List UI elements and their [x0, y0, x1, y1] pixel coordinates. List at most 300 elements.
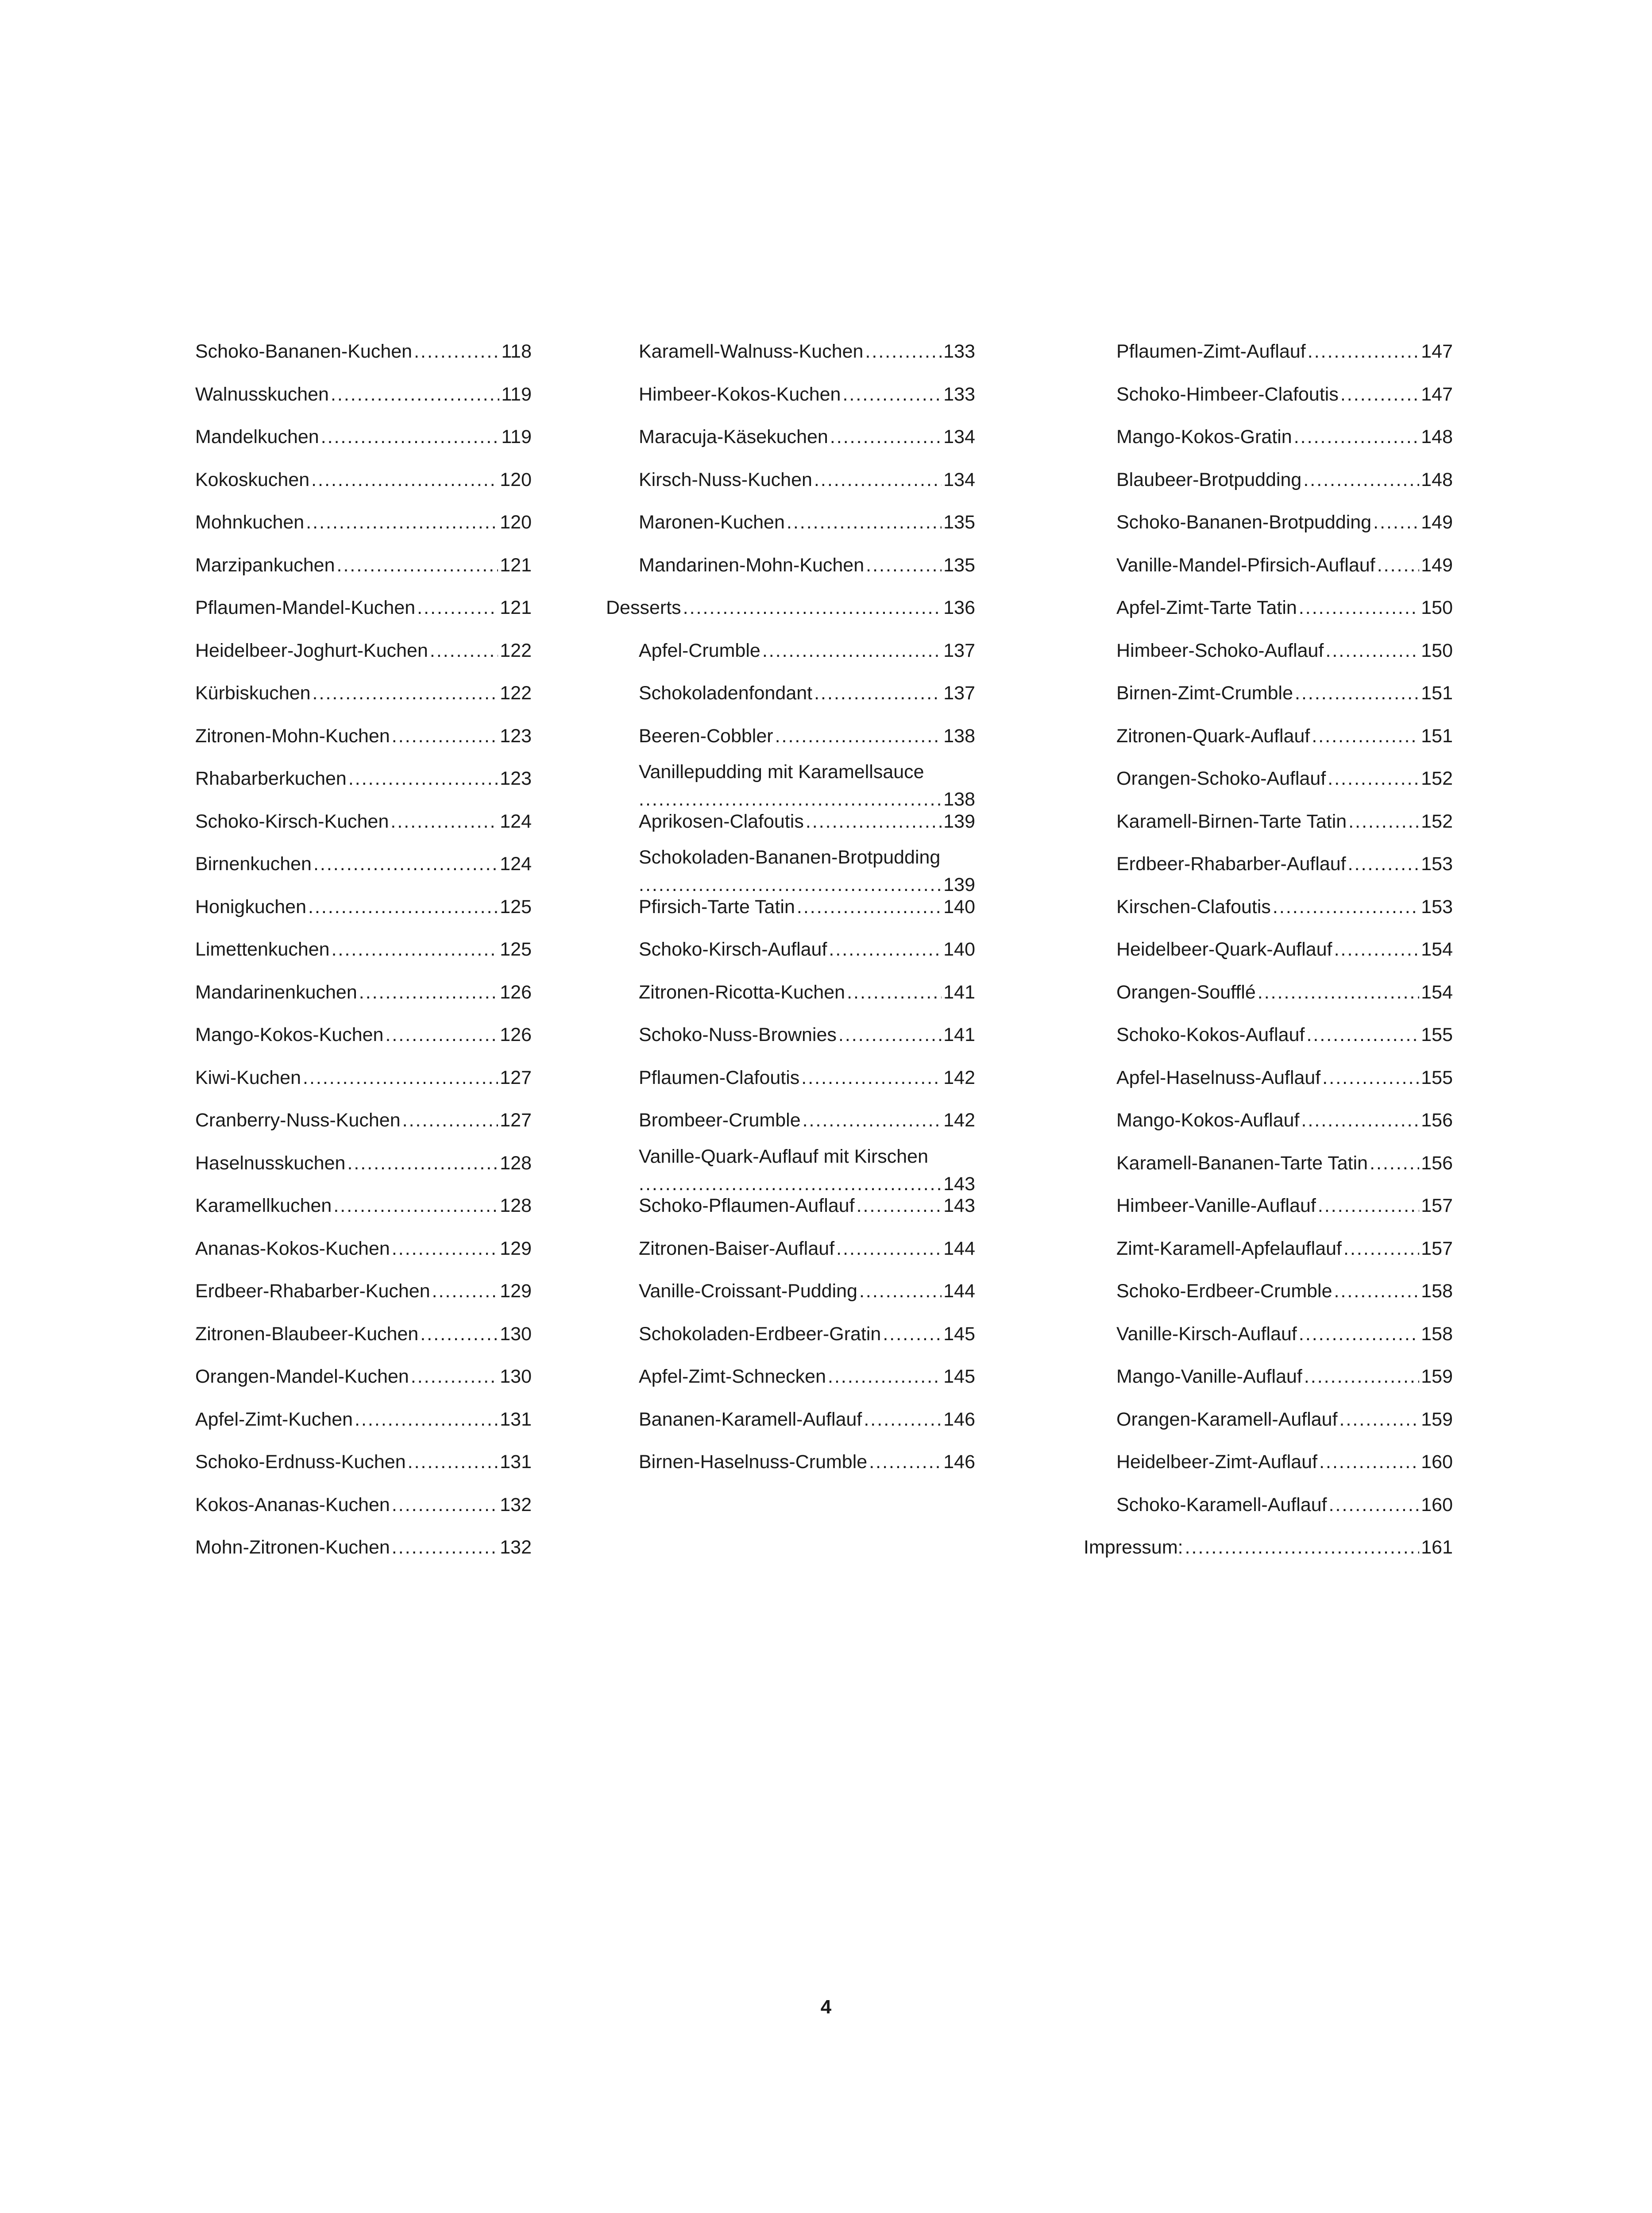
toc-entry[interactable] — [1116, 1100, 1453, 1143]
toc-entry[interactable] — [639, 545, 975, 588]
toc-dot-leader — [1370, 1149, 1419, 1177]
toc-entry-page-number: 149 — [1421, 554, 1453, 576]
toc-dot-leader — [347, 1149, 498, 1177]
toc-entry[interactable] — [195, 929, 532, 972]
toc-entry[interactable] — [1116, 1185, 1453, 1228]
toc-dot-leader — [828, 1362, 942, 1391]
toc-entry[interactable] — [639, 1314, 975, 1357]
toc-dot-leader — [814, 679, 942, 707]
toc-entry-title: Marzipankuchen — [195, 554, 335, 576]
toc-entry-page-number: 159 — [1421, 1408, 1453, 1430]
toc-entry-page-number: 155 — [1421, 1024, 1453, 1045]
toc-entry-page-number: 124 — [500, 810, 532, 832]
toc-entry-page-number: 156 — [1421, 1152, 1453, 1174]
toc-entry-page-number: 150 — [1421, 640, 1453, 661]
toc-entry[interactable] — [639, 758, 975, 810]
toc-entry[interactable] — [1116, 374, 1453, 417]
toc-dot-leader — [332, 935, 498, 964]
toc-dot-leader — [1328, 764, 1419, 793]
toc-dot-leader — [392, 1234, 498, 1263]
toc-entry[interactable] — [639, 716, 975, 759]
toc-dot-leader — [806, 807, 942, 836]
toc-entry[interactable] — [195, 1143, 532, 1186]
toc-entry-page-number: 142 — [943, 1067, 975, 1088]
toc-entry-title: Schoko-Bananen-Kuchen — [195, 341, 413, 362]
toc-entry[interactable] — [639, 416, 975, 459]
toc-entry-title: Walnusskuchen — [195, 383, 329, 405]
toc-entry-title: Kirschen-Clafoutis — [1116, 896, 1271, 918]
toc-entry-page-number: 134 — [943, 426, 975, 447]
toc-entry-page-number: 146 — [943, 1408, 975, 1430]
toc-entry-page-number: 140 — [943, 939, 975, 960]
toc-dot-leader — [392, 722, 498, 750]
toc-dot-leader — [1301, 1106, 1420, 1134]
toc-entry-page-number: 139 — [943, 874, 975, 895]
toc-entry[interactable] — [195, 630, 532, 673]
toc-entry[interactable] — [639, 1014, 975, 1057]
toc-entry-page-number: 160 — [1421, 1494, 1453, 1515]
toc-column-2 — [606, 331, 975, 1484]
toc-entry-page-number: 137 — [943, 640, 975, 661]
toc-entry-title: Schoko-Pflaumen-Auflauf — [639, 1195, 855, 1216]
page-number: 4 — [820, 1996, 832, 2018]
toc-entry-title: Kiwi-Kuchen — [195, 1067, 301, 1088]
toc-entry-page-number: 147 — [1421, 341, 1453, 362]
toc-entry-page-number: 119 — [501, 426, 532, 447]
toc-entry-page-number: 121 — [500, 597, 532, 618]
toc-entry-title: Kokos-Ananas-Kuchen — [195, 1494, 390, 1515]
toc-entry-title: Schokoladen-Erdbeer-Gratin — [639, 1323, 881, 1345]
toc-entry-title: Honigkuchen — [195, 896, 307, 918]
toc-dot-leader — [1340, 380, 1419, 409]
toc-entry[interactable] — [195, 1014, 532, 1057]
toc-entry-page-number: 156 — [1421, 1110, 1453, 1131]
toc-dot-leader — [313, 679, 498, 707]
toc-entry-page-number: 143 — [943, 1173, 975, 1195]
toc-entry-page-number: 128 — [500, 1195, 532, 1216]
toc-entry-page-number: 154 — [1421, 981, 1453, 1003]
toc-entry[interactable] — [639, 1356, 975, 1399]
toc-dot-leader — [1304, 1362, 1419, 1391]
toc-dot-leader — [306, 508, 498, 536]
toc-entry-page-number: 131 — [500, 1408, 532, 1430]
toc-dot-leader — [414, 337, 499, 366]
toc-dot-leader — [803, 1106, 942, 1134]
toc-dot-leader — [842, 380, 942, 409]
toc-entry-title: Schoko-Himbeer-Clafoutis — [1116, 383, 1339, 405]
toc-entry-page-number: 124 — [500, 853, 532, 875]
toc-entry[interactable] — [1116, 502, 1453, 545]
toc-entry-title: Apfel-Zimt-Tarte Tatin — [1116, 597, 1297, 618]
toc-dot-leader — [830, 423, 942, 451]
toc-entry-title: Pflaumen-Clafoutis — [639, 1067, 800, 1088]
toc-entry-title: Beeren-Cobbler — [639, 725, 773, 747]
toc-entry-page-number: 120 — [500, 512, 532, 533]
toc-entry-title: Vanille-Kirsch-Auflauf — [1116, 1323, 1297, 1345]
toc-entry[interactable] — [195, 1527, 532, 1570]
toc-entry-page-number: 122 — [500, 640, 532, 661]
toc-entry-title: Mango-Kokos-Gratin — [1116, 426, 1292, 447]
toc-entry-page-number: 158 — [1421, 1280, 1453, 1302]
toc-entry-page-number: 125 — [500, 939, 532, 960]
toc-entry[interactable] — [639, 1228, 975, 1271]
toc-dot-leader — [1303, 466, 1419, 494]
toc-entry[interactable] — [639, 1185, 975, 1228]
toc-column-1 — [195, 331, 532, 1570]
toc-dot-leader — [1312, 722, 1419, 750]
toc-entry-title: Orangen-Soufflé — [1116, 981, 1256, 1003]
toc-entry-page-number: 130 — [500, 1323, 532, 1345]
toc-entry-page-number: 138 — [943, 725, 975, 747]
toc-entry[interactable] — [195, 1057, 532, 1100]
toc-entry[interactable] — [1116, 716, 1453, 759]
toc-dot-leader — [836, 1234, 942, 1263]
toc-entry-page-number: 132 — [500, 1494, 532, 1515]
toc-entry[interactable] — [195, 1484, 532, 1527]
toc-entry[interactable] — [1116, 972, 1453, 1015]
toc-entry[interactable] — [195, 459, 532, 502]
toc-entry[interactable] — [195, 545, 532, 588]
toc-entry[interactable] — [195, 1399, 532, 1442]
toc-entry[interactable] — [639, 929, 975, 972]
toc-entry[interactable] — [195, 1228, 532, 1271]
toc-dot-leader — [1329, 1491, 1420, 1519]
toc-entry-title: Zitronen-Ricotta-Kuchen — [639, 981, 845, 1003]
toc-entry-page-number: 152 — [1421, 810, 1453, 832]
toc-entry-page-number: 152 — [1421, 768, 1453, 789]
toc-dot-leader — [348, 764, 498, 793]
toc-entry[interactable] — [639, 1057, 975, 1100]
toc-entry[interactable] — [195, 502, 532, 545]
toc-entry-title: Heidelbeer-Quark-Auflauf — [1116, 939, 1332, 960]
toc-dot-leader — [321, 423, 500, 451]
toc-entry-title: Kokoskuchen — [195, 469, 310, 490]
toc-dot-leader — [313, 850, 498, 878]
toc-entry-title: Schoko-Erdbeer-Crumble — [1116, 1280, 1332, 1302]
toc-entry[interactable] — [1116, 1314, 1453, 1357]
toc-entry[interactable] — [195, 972, 532, 1015]
toc-entry[interactable] — [1116, 1442, 1453, 1484]
toc-entry-title: Kürbiskuchen — [195, 682, 311, 704]
toc-entry-title: Vanillepudding mit Karamellsauce — [639, 761, 924, 783]
toc-entry[interactable] — [1116, 545, 1453, 588]
toc-entry[interactable] — [1116, 887, 1453, 929]
toc-dot-leader — [1377, 551, 1420, 579]
toc-entry-title: Heidelbeer-Joghurt-Kuchen — [195, 640, 428, 661]
toc-entry-page-number: 153 — [1421, 896, 1453, 918]
toc-entry[interactable] — [639, 502, 975, 545]
toc-entry-page-number: 141 — [943, 1024, 975, 1045]
toc-entry-title: Apfel-Zimt-Schnecken — [639, 1366, 826, 1387]
toc-entry[interactable] — [1116, 459, 1453, 502]
toc-entry-title: Birnen-Haselnuss-Crumble — [639, 1451, 868, 1473]
toc-entry-title: Zitronen-Blaubeer-Kuchen — [195, 1323, 419, 1345]
toc-entry[interactable] — [639, 1399, 975, 1442]
toc-entry-page-number: 132 — [500, 1537, 532, 1558]
toc-entry-title: Himbeer-Kokos-Kuchen — [639, 383, 841, 405]
toc-entry-title: Karamellkuchen — [195, 1195, 332, 1216]
toc-dot-leader — [1339, 1405, 1420, 1434]
toc-entry-page-number: 161 — [1421, 1537, 1453, 1558]
toc-dot-leader — [1322, 1064, 1419, 1092]
toc-entry-title: Orangen-Karamell-Auflauf — [1116, 1408, 1338, 1430]
toc-entry-page-number: 127 — [500, 1110, 532, 1131]
toc-entry-title: Mandarinen-Mohn-Kuchen — [639, 554, 865, 576]
toc-entry-title: Blaubeer-Brotpudding — [1116, 469, 1302, 490]
toc-entry[interactable] — [639, 844, 975, 895]
toc-dot-leader — [1185, 1533, 1420, 1561]
toc-entry-title: Himbeer-Schoko-Auflauf — [1116, 640, 1324, 661]
toc-entry[interactable] — [639, 972, 975, 1015]
toc-entry-page-number: 137 — [943, 682, 975, 704]
toc-entry-page-number: 149 — [1421, 512, 1453, 533]
toc-entry[interactable] — [1116, 416, 1453, 459]
toc-entry[interactable] — [195, 758, 532, 801]
toc-dot-leader — [1299, 1320, 1419, 1348]
toc-entry[interactable] — [1084, 1527, 1453, 1570]
toc-dot-leader — [390, 807, 498, 836]
toc-dot-leader — [1348, 807, 1419, 836]
toc-dot-leader — [1348, 850, 1420, 878]
toc-entry[interactable] — [639, 801, 975, 844]
toc-entry-title: Rhabarberkuchen — [195, 768, 347, 789]
toc-entry-page-number: 120 — [500, 469, 532, 490]
toc-entry-page-number: 140 — [943, 896, 975, 918]
toc-dot-leader — [333, 1191, 498, 1220]
toc-dot-leader — [1295, 679, 1419, 707]
toc-entry-title: Mandelkuchen — [195, 426, 319, 447]
toc-entry[interactable] — [1116, 844, 1453, 887]
toc-dot-leader — [801, 1064, 942, 1092]
toc-entry[interactable] — [195, 1356, 532, 1399]
toc-entry-title: Mohn-Zitronen-Kuchen — [195, 1537, 390, 1558]
toc-dot-leader — [1334, 1277, 1420, 1305]
toc-dot-leader — [1319, 1448, 1419, 1476]
toc-entry-title: Bananen-Karamell-Auflauf — [639, 1408, 862, 1430]
toc-dot-leader — [355, 1405, 498, 1434]
toc-entry-title: Birnenkuchen — [195, 853, 312, 875]
toc-entry[interactable] — [1116, 801, 1453, 844]
toc-dot-leader — [402, 1106, 498, 1134]
toc-entry[interactable] — [195, 844, 532, 887]
toc-entry-title: Impressum: — [1084, 1537, 1183, 1558]
toc-entry[interactable] — [606, 587, 975, 630]
toc-dot-leader — [847, 978, 942, 1006]
toc-dot-leader — [411, 1362, 498, 1391]
toc-dot-leader — [1306, 1021, 1419, 1049]
toc-dot-leader — [1373, 508, 1419, 536]
toc-entry-title: Himbeer-Vanille-Auflauf — [1116, 1195, 1316, 1216]
toc-dot-leader — [1325, 636, 1419, 665]
toc-entry-title: Zitronen-Mohn-Kuchen — [195, 725, 390, 747]
toc-entry-title: Zitronen-Quark-Auflauf — [1116, 725, 1310, 747]
toc-dot-leader — [883, 1320, 942, 1348]
toc-dot-leader — [1334, 935, 1420, 964]
toc-entry[interactable] — [195, 1442, 532, 1484]
toc-entry[interactable] — [639, 1271, 975, 1314]
toc-entry-page-number: 127 — [500, 1067, 532, 1088]
toc-dot-leader — [1308, 337, 1419, 366]
toc-entry[interactable] — [1116, 587, 1453, 630]
toc-dot-leader — [385, 1021, 498, 1049]
toc-entry-title: Vanille-Mandel-Pfirsich-Auflauf — [1116, 554, 1375, 576]
toc-entry-title: Zitronen-Baiser-Auflauf — [639, 1238, 835, 1259]
toc-entry-page-number: 134 — [943, 469, 975, 490]
toc-dot-leader — [392, 1533, 498, 1561]
toc-entry-page-number: 133 — [943, 341, 975, 362]
toc-dot-leader — [337, 551, 498, 579]
toc-entry-page-number: 135 — [943, 512, 975, 533]
toc-entry[interactable] — [195, 887, 532, 929]
toc-entry[interactable] — [1116, 630, 1453, 673]
toc-entry[interactable] — [1116, 1484, 1453, 1527]
toc-entry-title: Orangen-Schoko-Auflauf — [1116, 768, 1326, 789]
toc-entry-page-number: 125 — [500, 896, 532, 918]
toc-entry-page-number: 126 — [500, 981, 532, 1003]
toc-entry[interactable] — [1116, 1143, 1453, 1186]
toc-entry-page-number: 126 — [500, 1024, 532, 1045]
toc-entry[interactable] — [195, 673, 532, 716]
toc-entry-page-number: 135 — [943, 554, 975, 576]
toc-entry[interactable] — [195, 374, 532, 417]
toc-dot-leader — [417, 594, 498, 622]
toc-dot-leader — [392, 1491, 498, 1519]
toc-dot-leader — [857, 1191, 942, 1220]
toc-entry[interactable] — [639, 1100, 975, 1143]
toc-entry-title: Apfel-Haselnuss-Auflauf — [1116, 1067, 1321, 1088]
toc-entry[interactable] — [1116, 1399, 1453, 1442]
toc-entry-page-number: 145 — [943, 1323, 975, 1345]
toc-entry-page-number: 159 — [1421, 1366, 1453, 1387]
toc-entry-page-number: 146 — [943, 1451, 975, 1473]
toc-dot-leader — [303, 1064, 498, 1092]
toc-entry[interactable] — [639, 673, 975, 716]
toc-entry-title: Maronen-Kuchen — [639, 512, 785, 533]
toc-entry[interactable] — [195, 587, 532, 630]
toc-dot-leader — [1343, 1234, 1419, 1263]
toc-entry[interactable] — [1116, 331, 1453, 374]
toc-entry[interactable] — [639, 1143, 975, 1195]
toc-entry-page-number: 129 — [500, 1238, 532, 1259]
toc-entry[interactable] — [1116, 1356, 1453, 1399]
toc-entry-page-number: 148 — [1421, 469, 1453, 490]
toc-dot-leader — [1258, 978, 1419, 1006]
toc-entry[interactable] — [639, 1442, 975, 1484]
toc-entry-title: Schoko-Karamell-Auflauf — [1116, 1494, 1327, 1515]
toc-entry[interactable] — [1116, 1014, 1453, 1057]
toc-entry-title: Schoko-Kirsch-Kuchen — [195, 810, 389, 832]
toc-entry-title: Orangen-Mandel-Kuchen — [195, 1366, 409, 1387]
toc-entry-title: Maracuja-Käsekuchen — [639, 426, 828, 447]
toc-entry-title: Limettenkuchen — [195, 939, 330, 960]
toc-entry[interactable] — [639, 887, 975, 929]
toc-dot-leader — [1318, 1191, 1419, 1220]
toc-dot-leader — [814, 466, 942, 494]
toc-dot-leader — [829, 935, 942, 964]
toc-entry-title: Pfirsich-Tarte Tatin — [639, 896, 795, 918]
toc-entry[interactable] — [639, 459, 975, 502]
toc-dot-leader — [775, 722, 942, 750]
toc-dot-leader — [359, 978, 498, 1006]
toc-dot-leader — [1273, 893, 1419, 921]
toc-dot-leader — [797, 893, 942, 921]
toc-entry[interactable] — [1116, 1228, 1453, 1271]
toc-entry[interactable] — [1116, 1271, 1453, 1314]
toc-entry[interactable] — [1116, 1057, 1453, 1100]
toc-entry-page-number: 150 — [1421, 597, 1453, 618]
toc-dot-leader — [311, 466, 498, 494]
toc-entry-title: Schokoladenfondant — [639, 682, 813, 704]
toc-entry[interactable] — [195, 716, 532, 759]
toc-dot-leader — [683, 594, 942, 622]
toc-entry[interactable] — [195, 801, 532, 844]
toc-entry-page-number: 128 — [500, 1152, 532, 1174]
toc-entry-page-number: 151 — [1421, 682, 1453, 704]
toc-entry-title: Mango-Vanille-Auflauf — [1116, 1366, 1302, 1387]
toc-entry[interactable] — [1116, 929, 1453, 972]
toc-entry-page-number: 147 — [1421, 383, 1453, 405]
toc-dot-leader — [762, 636, 942, 665]
toc-entry[interactable] — [639, 331, 975, 374]
toc-entry-title: Brombeer-Crumble — [639, 1110, 801, 1131]
toc-entry[interactable] — [195, 1271, 532, 1314]
toc-entry-title: Schoko-Erdnuss-Kuchen — [195, 1451, 406, 1473]
toc-entry-page-number: 148 — [1421, 426, 1453, 447]
toc-entry-title: Birnen-Zimt-Crumble — [1116, 682, 1293, 704]
toc-entry-page-number: 118 — [501, 341, 532, 362]
toc-entry-title: Vanille-Quark-Auflauf mit Kirschen — [639, 1145, 929, 1167]
toc-entry[interactable] — [639, 374, 975, 417]
toc-entry-page-number: 136 — [943, 597, 975, 618]
toc-entry-page-number: 123 — [500, 768, 532, 789]
toc-dot-leader — [869, 1448, 942, 1476]
toc-dot-leader — [864, 1405, 942, 1434]
toc-entry[interactable] — [195, 331, 532, 374]
toc-entry-page-number: 119 — [501, 383, 532, 405]
toc-dot-leader — [432, 1277, 498, 1305]
toc-entry-page-number: 151 — [1421, 725, 1453, 747]
toc-entry-title: Ananas-Kokos-Kuchen — [195, 1238, 390, 1259]
toc-entry-page-number: 122 — [500, 682, 532, 704]
toc-dot-leader — [430, 636, 498, 665]
toc-entry[interactable] — [195, 1100, 532, 1143]
toc-dot-leader — [859, 1277, 942, 1305]
toc-entry-title: Mango-Kokos-Auflauf — [1116, 1110, 1300, 1131]
toc-entry-title: Heidelbeer-Zimt-Auflauf — [1116, 1451, 1318, 1473]
toc-entry[interactable] — [639, 630, 975, 673]
toc-entry[interactable] — [195, 1185, 532, 1228]
toc-entry-title: Pflaumen-Zimt-Auflauf — [1116, 341, 1306, 362]
toc-entry-title: Kirsch-Nuss-Kuchen — [639, 469, 812, 490]
toc-entry-page-number: 143 — [943, 1195, 975, 1216]
toc-entry[interactable] — [1116, 758, 1453, 801]
toc-entry-page-number: 130 — [500, 1366, 532, 1387]
toc-entry-page-number: 160 — [1421, 1451, 1453, 1473]
toc-entry-page-number: 157 — [1421, 1238, 1453, 1259]
toc-entry-title: Schokoladen-Bananen-Brotpudding — [639, 847, 941, 868]
toc-entry-title: Schoko-Bananen-Brotpudding — [1116, 512, 1372, 533]
toc-entry-page-number: 158 — [1421, 1323, 1453, 1345]
toc-entry[interactable] — [195, 416, 532, 459]
toc-entry-page-number: 144 — [943, 1280, 975, 1302]
toc-dot-leader — [865, 337, 942, 366]
toc-entry[interactable] — [195, 1314, 532, 1357]
toc-entry-page-number: 138 — [943, 789, 975, 810]
toc-dot-leader — [408, 1448, 498, 1476]
toc-dot-leader — [866, 551, 942, 579]
toc-entry[interactable] — [1116, 673, 1453, 716]
toc-dot-leader — [838, 1021, 942, 1049]
